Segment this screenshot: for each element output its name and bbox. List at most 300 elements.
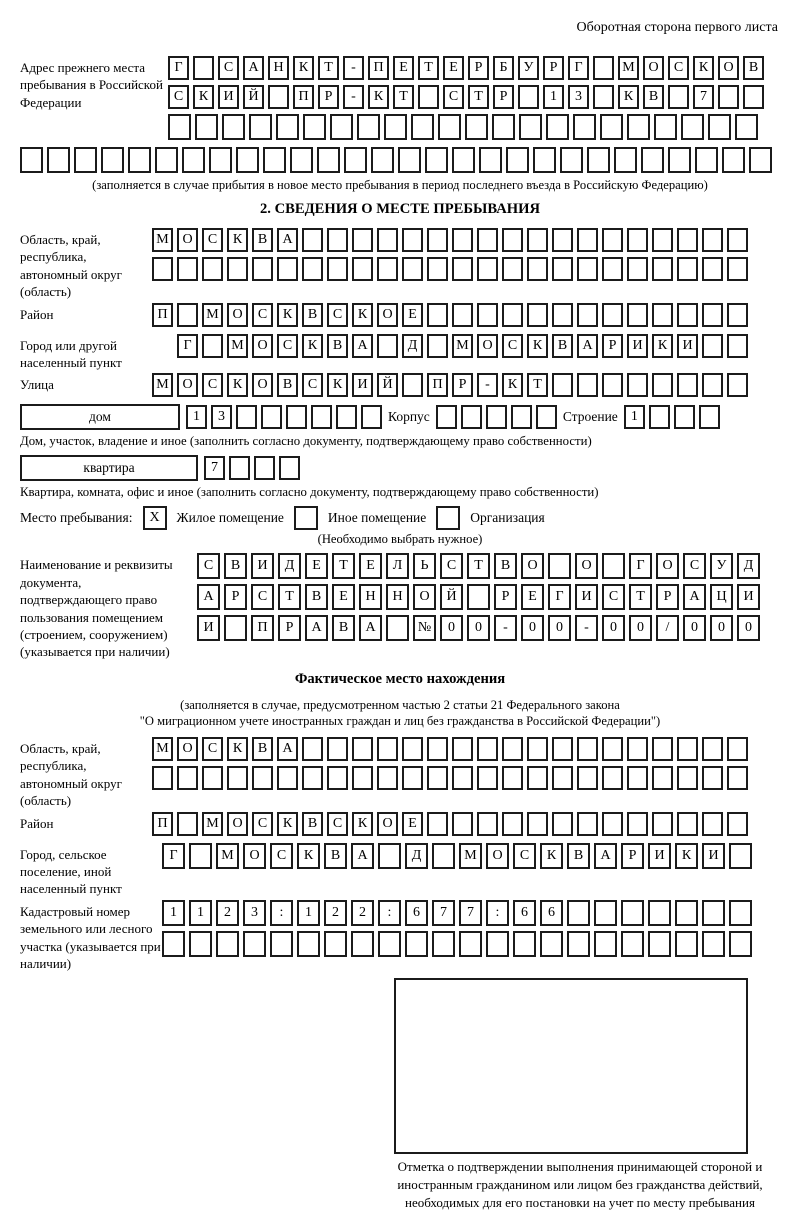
char-cell[interactable]: С	[197, 553, 220, 579]
char-cell[interactable]	[727, 373, 748, 397]
char-cell[interactable]	[567, 900, 590, 926]
char-cell[interactable]	[702, 931, 725, 957]
char-cell[interactable]: Т	[332, 553, 355, 579]
char-cell[interactable]	[452, 147, 475, 173]
char-cell[interactable]	[279, 456, 300, 480]
char-cell[interactable]: Г	[168, 56, 189, 80]
char-cell[interactable]: 1	[297, 900, 320, 926]
char-cell[interactable]: 7	[693, 85, 714, 109]
char-cell[interactable]: Н	[268, 56, 289, 80]
char-cell[interactable]: А	[197, 584, 220, 610]
char-cell[interactable]: Ц	[710, 584, 733, 610]
char-cell[interactable]: И	[575, 584, 598, 610]
char-cell[interactable]	[502, 737, 523, 761]
prev-address-row-4[interactable]	[20, 147, 780, 173]
char-cell[interactable]: Р	[278, 615, 301, 641]
char-cell[interactable]	[602, 303, 623, 327]
char-cell[interactable]: 7	[204, 456, 225, 480]
char-cell[interactable]	[177, 766, 198, 790]
char-cell[interactable]	[577, 737, 598, 761]
char-cell[interactable]	[527, 257, 548, 281]
char-cell[interactable]	[236, 405, 257, 429]
char-cell[interactable]	[128, 147, 151, 173]
char-cell[interactable]	[177, 303, 198, 327]
char-cell[interactable]	[486, 931, 509, 957]
char-cell[interactable]	[668, 147, 691, 173]
char-cell[interactable]: У	[710, 553, 733, 579]
char-cell[interactable]	[727, 766, 748, 790]
char-cell[interactable]: 0	[467, 615, 490, 641]
actual-region-row-1[interactable]	[152, 737, 748, 761]
char-cell[interactable]	[602, 257, 623, 281]
char-cell[interactable]	[502, 766, 523, 790]
char-cell[interactable]	[513, 931, 536, 957]
char-cell[interactable]: 0	[710, 615, 733, 641]
char-cell[interactable]	[286, 405, 307, 429]
char-cell[interactable]	[552, 737, 573, 761]
char-cell[interactable]	[377, 334, 398, 358]
char-cell[interactable]	[573, 114, 596, 140]
char-cell[interactable]: К	[277, 812, 298, 836]
char-cell[interactable]: С	[270, 843, 293, 869]
char-cell[interactable]	[277, 257, 298, 281]
char-cell[interactable]	[452, 737, 473, 761]
char-cell[interactable]	[261, 405, 282, 429]
char-cell[interactable]	[327, 766, 348, 790]
char-cell[interactable]: К	[293, 56, 314, 80]
char-cell[interactable]	[552, 373, 573, 397]
char-cell[interactable]: В	[643, 85, 664, 109]
char-cell[interactable]	[452, 303, 473, 327]
char-cell[interactable]: 1	[543, 85, 564, 109]
char-cell[interactable]: Р	[621, 843, 644, 869]
char-cell[interactable]: К	[352, 812, 373, 836]
char-cell[interactable]	[378, 931, 401, 957]
char-cell[interactable]: П	[152, 812, 173, 836]
char-cell[interactable]	[477, 766, 498, 790]
char-cell[interactable]: С	[277, 334, 298, 358]
char-cell[interactable]	[677, 373, 698, 397]
char-cell[interactable]	[377, 228, 398, 252]
char-cell[interactable]	[702, 900, 725, 926]
char-cell[interactable]	[386, 615, 409, 641]
char-cell[interactable]	[361, 405, 382, 429]
char-cell[interactable]: О	[177, 228, 198, 252]
char-cell[interactable]	[177, 257, 198, 281]
char-cell[interactable]	[357, 114, 380, 140]
char-cell[interactable]: Р	[224, 584, 247, 610]
char-cell[interactable]	[519, 114, 542, 140]
char-cell[interactable]: :	[486, 900, 509, 926]
char-cell[interactable]	[209, 147, 232, 173]
char-cell[interactable]	[202, 766, 223, 790]
char-cell[interactable]	[330, 114, 353, 140]
char-cell[interactable]: К	[327, 373, 348, 397]
char-cell[interactable]: Н	[359, 584, 382, 610]
char-cell[interactable]	[527, 303, 548, 327]
char-cell[interactable]: А	[351, 843, 374, 869]
char-cell[interactable]: С	[443, 85, 464, 109]
char-cell[interactable]: В	[252, 228, 273, 252]
char-cell[interactable]: С	[202, 373, 223, 397]
char-cell[interactable]: М	[152, 228, 173, 252]
char-cell[interactable]	[461, 405, 482, 429]
char-cell[interactable]: М	[152, 373, 173, 397]
char-cell[interactable]	[302, 737, 323, 761]
char-cell[interactable]: Р	[452, 373, 473, 397]
char-cell[interactable]: 1	[624, 405, 645, 429]
char-cell[interactable]	[627, 373, 648, 397]
char-cell[interactable]	[594, 900, 617, 926]
char-cell[interactable]	[432, 931, 455, 957]
char-cell[interactable]	[652, 228, 673, 252]
char-cell[interactable]: В	[567, 843, 590, 869]
char-cell[interactable]: О	[252, 334, 273, 358]
char-cell[interactable]: 2	[351, 900, 374, 926]
char-cell[interactable]	[702, 228, 723, 252]
char-cell[interactable]: Р	[318, 85, 339, 109]
char-cell[interactable]: О	[643, 56, 664, 80]
char-cell[interactable]: В	[305, 584, 328, 610]
char-cell[interactable]: Е	[393, 56, 414, 80]
char-cell[interactable]: С	[218, 56, 239, 80]
char-cell[interactable]	[227, 766, 248, 790]
char-cell[interactable]	[74, 147, 97, 173]
char-cell[interactable]	[254, 456, 275, 480]
char-cell[interactable]: С	[502, 334, 523, 358]
char-cell[interactable]: Г	[162, 843, 185, 869]
char-cell[interactable]: К	[540, 843, 563, 869]
char-cell[interactable]: С	[168, 85, 189, 109]
char-cell[interactable]	[229, 456, 250, 480]
char-cell[interactable]: Е	[359, 553, 382, 579]
char-cell[interactable]: М	[618, 56, 639, 80]
char-cell[interactable]	[702, 373, 723, 397]
char-cell[interactable]	[352, 257, 373, 281]
char-cell[interactable]	[336, 405, 357, 429]
char-cell[interactable]	[727, 303, 748, 327]
char-cell[interactable]: И	[197, 615, 220, 641]
char-cell[interactable]	[602, 812, 623, 836]
document-row-1[interactable]	[197, 553, 760, 579]
char-cell[interactable]	[425, 147, 448, 173]
char-cell[interactable]: М	[202, 303, 223, 327]
char-cell[interactable]: С	[252, 303, 273, 327]
char-cell[interactable]: П	[152, 303, 173, 327]
char-cell[interactable]	[593, 85, 614, 109]
char-cell[interactable]	[303, 114, 326, 140]
char-cell[interactable]	[702, 303, 723, 327]
char-cell[interactable]: В	[327, 334, 348, 358]
char-cell[interactable]: К	[693, 56, 714, 80]
char-cell[interactable]	[552, 257, 573, 281]
char-cell[interactable]: 3	[243, 900, 266, 926]
char-cell[interactable]	[727, 228, 748, 252]
char-cell[interactable]: -	[343, 56, 364, 80]
char-cell[interactable]	[749, 147, 772, 173]
char-cell[interactable]: Т	[418, 56, 439, 80]
char-cell[interactable]: А	[594, 843, 617, 869]
char-cell[interactable]	[405, 931, 428, 957]
char-cell[interactable]	[727, 737, 748, 761]
char-cell[interactable]: 6	[405, 900, 428, 926]
char-cell[interactable]	[384, 114, 407, 140]
char-cell[interactable]	[577, 257, 598, 281]
char-cell[interactable]: В	[494, 553, 517, 579]
actual-district-row[interactable]	[152, 812, 748, 836]
char-cell[interactable]: 7	[432, 900, 455, 926]
char-cell[interactable]	[189, 843, 212, 869]
char-cell[interactable]: 2	[216, 900, 239, 926]
char-cell[interactable]: -	[575, 615, 598, 641]
char-cell[interactable]	[402, 766, 423, 790]
char-cell[interactable]	[594, 931, 617, 957]
char-cell[interactable]: М	[152, 737, 173, 761]
char-cell[interactable]	[377, 257, 398, 281]
char-cell[interactable]: О	[521, 553, 544, 579]
char-cell[interactable]	[252, 766, 273, 790]
char-cell[interactable]: Т	[629, 584, 652, 610]
char-cell[interactable]: А	[243, 56, 264, 80]
char-cell[interactable]	[729, 931, 752, 957]
char-cell[interactable]	[668, 85, 689, 109]
char-cell[interactable]: И	[677, 334, 698, 358]
char-cell[interactable]: Г	[629, 553, 652, 579]
char-cell[interactable]: 0	[548, 615, 571, 641]
char-cell[interactable]: В	[743, 56, 764, 80]
region-row-1[interactable]	[152, 228, 748, 252]
prev-address-row-1[interactable]	[168, 56, 764, 80]
char-cell[interactable]	[548, 553, 571, 579]
char-cell[interactable]	[324, 931, 347, 957]
char-cell[interactable]: К	[352, 303, 373, 327]
char-cell[interactable]: О	[227, 812, 248, 836]
char-cell[interactable]	[527, 737, 548, 761]
char-cell[interactable]	[20, 147, 43, 173]
char-cell[interactable]: С	[251, 584, 274, 610]
cadastral-row-1[interactable]	[162, 900, 752, 926]
char-cell[interactable]	[602, 228, 623, 252]
char-cell[interactable]	[729, 843, 752, 869]
char-cell[interactable]: Ь	[413, 553, 436, 579]
char-cell[interactable]	[593, 56, 614, 80]
char-cell[interactable]	[621, 931, 644, 957]
char-cell[interactable]: Н	[386, 584, 409, 610]
char-cell[interactable]	[378, 843, 401, 869]
char-cell[interactable]: Д	[405, 843, 428, 869]
char-cell[interactable]	[477, 737, 498, 761]
char-cell[interactable]: М	[216, 843, 239, 869]
char-cell[interactable]	[168, 114, 191, 140]
char-cell[interactable]: Л	[386, 553, 409, 579]
char-cell[interactable]: И	[702, 843, 725, 869]
char-cell[interactable]	[654, 114, 677, 140]
char-cell[interactable]	[276, 114, 299, 140]
char-cell[interactable]	[649, 405, 670, 429]
char-cell[interactable]: П	[251, 615, 274, 641]
char-cell[interactable]: Г	[177, 334, 198, 358]
char-cell[interactable]: С	[202, 228, 223, 252]
char-cell[interactable]	[216, 931, 239, 957]
char-cell[interactable]	[577, 228, 598, 252]
char-cell[interactable]: О	[575, 553, 598, 579]
char-cell[interactable]: В	[324, 843, 347, 869]
char-cell[interactable]: 3	[211, 405, 232, 429]
char-cell[interactable]: Р	[468, 56, 489, 80]
char-cell[interactable]: К	[277, 303, 298, 327]
char-cell[interactable]: Д	[278, 553, 301, 579]
char-cell[interactable]	[552, 766, 573, 790]
char-cell[interactable]: Д	[402, 334, 423, 358]
char-cell[interactable]: 6	[513, 900, 536, 926]
char-cell[interactable]: И	[627, 334, 648, 358]
char-cell[interactable]: В	[252, 737, 273, 761]
char-cell[interactable]: 0	[521, 615, 544, 641]
char-cell[interactable]	[162, 931, 185, 957]
char-cell[interactable]	[743, 85, 764, 109]
char-cell[interactable]	[452, 228, 473, 252]
char-cell[interactable]: О	[377, 303, 398, 327]
char-cell[interactable]	[602, 737, 623, 761]
char-cell[interactable]: О	[486, 843, 509, 869]
char-cell[interactable]	[677, 737, 698, 761]
char-cell[interactable]: Б	[493, 56, 514, 80]
char-cell[interactable]	[518, 85, 539, 109]
char-cell[interactable]	[502, 303, 523, 327]
char-cell[interactable]: Г	[568, 56, 589, 80]
char-cell[interactable]	[627, 303, 648, 327]
char-cell[interactable]	[302, 766, 323, 790]
char-cell[interactable]: К	[652, 334, 673, 358]
char-cell[interactable]	[677, 812, 698, 836]
char-cell[interactable]	[677, 228, 698, 252]
district-row[interactable]	[152, 303, 748, 327]
char-cell[interactable]	[249, 114, 272, 140]
char-cell[interactable]	[486, 405, 507, 429]
char-cell[interactable]	[351, 931, 374, 957]
char-cell[interactable]	[641, 147, 664, 173]
document-row-2[interactable]	[197, 584, 760, 610]
char-cell[interactable]	[427, 334, 448, 358]
char-cell[interactable]: Т	[467, 553, 490, 579]
char-cell[interactable]: С	[440, 553, 463, 579]
char-cell[interactable]	[371, 147, 394, 173]
char-cell[interactable]	[722, 147, 745, 173]
char-cell[interactable]	[677, 257, 698, 281]
char-cell[interactable]: Е	[402, 303, 423, 327]
char-cell[interactable]: О	[718, 56, 739, 80]
char-cell[interactable]: А	[683, 584, 706, 610]
char-cell[interactable]	[552, 303, 573, 327]
char-cell[interactable]: 0	[602, 615, 625, 641]
char-cell[interactable]	[652, 812, 673, 836]
char-cell[interactable]	[270, 931, 293, 957]
char-cell[interactable]: И	[251, 553, 274, 579]
char-cell[interactable]: 6	[540, 900, 563, 926]
char-cell[interactable]	[477, 303, 498, 327]
char-cell[interactable]: О	[252, 373, 273, 397]
char-cell[interactable]: Р	[494, 584, 517, 610]
char-cell[interactable]	[652, 303, 673, 327]
actual-city-row[interactable]	[162, 843, 752, 869]
char-cell[interactable]	[506, 147, 529, 173]
char-cell[interactable]	[155, 147, 178, 173]
char-cell[interactable]	[452, 257, 473, 281]
char-cell[interactable]	[436, 405, 457, 429]
char-cell[interactable]: М	[227, 334, 248, 358]
char-cell[interactable]	[577, 373, 598, 397]
char-cell[interactable]: О	[656, 553, 679, 579]
char-cell[interactable]	[302, 228, 323, 252]
char-cell[interactable]	[398, 147, 421, 173]
char-cell[interactable]	[411, 114, 434, 140]
char-cell[interactable]: 0	[440, 615, 463, 641]
char-cell[interactable]	[479, 147, 502, 173]
char-cell[interactable]	[459, 931, 482, 957]
char-cell[interactable]	[729, 900, 752, 926]
char-cell[interactable]	[477, 812, 498, 836]
char-cell[interactable]	[677, 303, 698, 327]
char-cell[interactable]: К	[502, 373, 523, 397]
street-row[interactable]	[152, 373, 748, 397]
char-cell[interactable]	[695, 147, 718, 173]
char-cell[interactable]: Т	[393, 85, 414, 109]
char-cell[interactable]	[311, 405, 332, 429]
char-cell[interactable]	[377, 737, 398, 761]
char-cell[interactable]	[402, 373, 423, 397]
char-cell[interactable]: А	[577, 334, 598, 358]
char-cell[interactable]	[182, 147, 205, 173]
char-cell[interactable]: 0	[629, 615, 652, 641]
char-cell[interactable]	[152, 257, 173, 281]
char-cell[interactable]	[222, 114, 245, 140]
char-cell[interactable]	[402, 228, 423, 252]
char-cell[interactable]: 7	[459, 900, 482, 926]
char-cell[interactable]	[477, 257, 498, 281]
char-cell[interactable]: Т	[527, 373, 548, 397]
char-cell[interactable]	[536, 405, 557, 429]
char-cell[interactable]: А	[305, 615, 328, 641]
char-cell[interactable]: А	[359, 615, 382, 641]
char-cell[interactable]	[101, 147, 124, 173]
char-cell[interactable]	[702, 737, 723, 761]
char-cell[interactable]: П	[293, 85, 314, 109]
char-cell[interactable]: /	[656, 615, 679, 641]
char-cell[interactable]	[727, 257, 748, 281]
char-cell[interactable]: О	[413, 584, 436, 610]
char-cell[interactable]	[377, 766, 398, 790]
char-cell[interactable]	[577, 766, 598, 790]
char-cell[interactable]	[527, 228, 548, 252]
char-cell[interactable]: -	[477, 373, 498, 397]
char-cell[interactable]	[268, 85, 289, 109]
char-cell[interactable]	[177, 812, 198, 836]
house-cells[interactable]	[186, 405, 382, 429]
char-cell[interactable]: №	[413, 615, 436, 641]
char-cell[interactable]	[602, 766, 623, 790]
char-cell[interactable]	[477, 228, 498, 252]
char-cell[interactable]	[193, 56, 214, 80]
char-cell[interactable]: Р	[493, 85, 514, 109]
char-cell[interactable]: К	[227, 737, 248, 761]
char-cell[interactable]	[552, 228, 573, 252]
char-cell[interactable]	[492, 114, 515, 140]
char-cell[interactable]: П	[427, 373, 448, 397]
char-cell[interactable]	[277, 766, 298, 790]
char-cell[interactable]	[227, 257, 248, 281]
char-cell[interactable]	[560, 147, 583, 173]
char-cell[interactable]	[427, 228, 448, 252]
